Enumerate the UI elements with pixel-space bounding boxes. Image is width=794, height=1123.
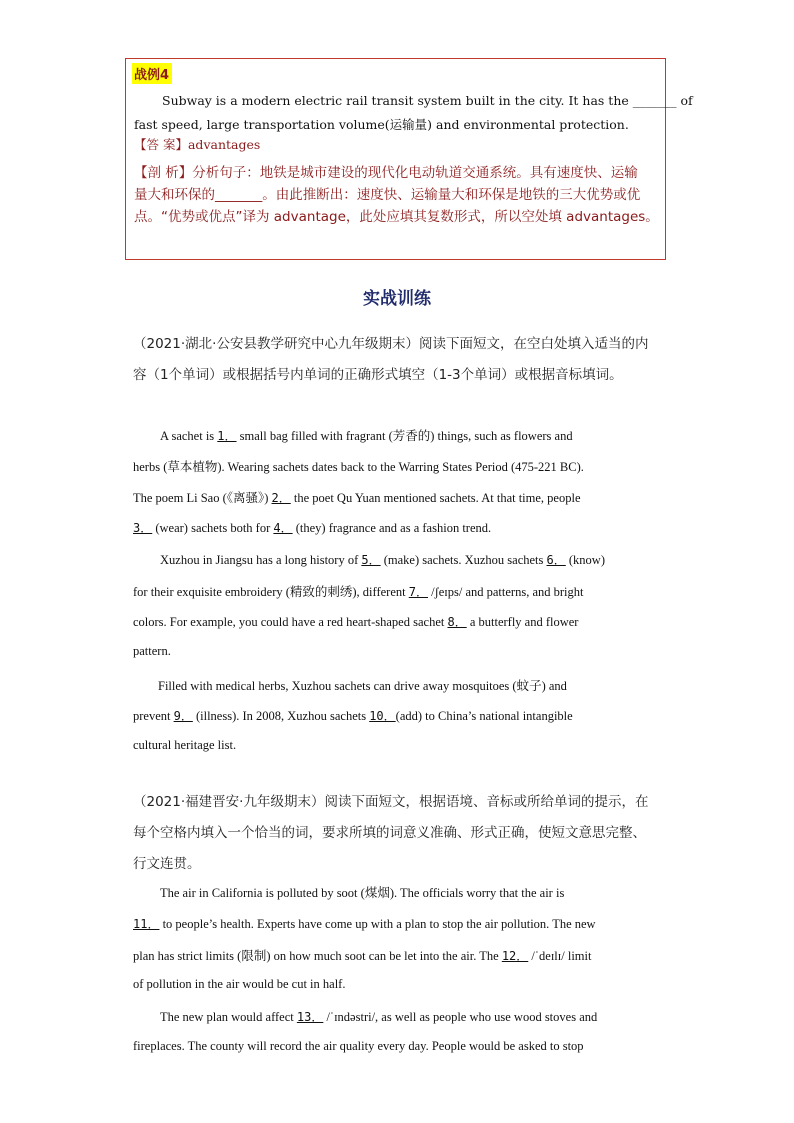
passage2-line: The air in California is polluted by soot (煤烟). The officials worry that the air is xyxy=(160,886,565,900)
blank-4[interactable]: 4． xyxy=(273,521,293,535)
analysis-text-1: 分析句子：地铁是城市建设的现代化电动轨道交通系统。具有速度快、运输 xyxy=(192,165,638,181)
exercise2-instruction-2: 每个空格内填入一个恰当的词，要求所填的词意义准确、形式正确，使短文意思完整、 xyxy=(133,825,646,841)
passage1-line: Filled with medical herbs, Xuzhou sachets can drive away mosquitoes (蚊子) and xyxy=(158,679,567,693)
answer-value: advantages xyxy=(187,137,261,152)
blank-9[interactable]: 9． xyxy=(173,709,193,723)
blank-10[interactable]: 10． xyxy=(369,709,396,723)
exercise1-instruction-2: 容（1个单词）或根据括号内单词的正确形式填空（1-3个单词）或根据音标填词。 xyxy=(133,367,623,383)
passage2-line: fireplaces. The county will record the air quality every day. People would be asked to stop xyxy=(133,1039,584,1053)
passage1-line: herbs (草本植物). Wearing sachets dates back to the Warring States Period (475-221 BC). xyxy=(133,460,584,474)
analysis-line-3: 点。“优势或优点”译为 advantage，此处应填其复数形式，所以空处填 advantages。 xyxy=(134,209,659,225)
passage1-line: for their exquisite embroidery (精致的刺绣), different 7． /ʃeɪps/ and patterns, and bright xyxy=(133,585,584,599)
section-title: 实战训练 xyxy=(363,289,431,309)
passage2-line: 11． to people’s health. Experts have come up with a plan to stop the air pollution. The new xyxy=(133,917,596,931)
blank-7[interactable]: 7． xyxy=(408,585,428,599)
passage1-line: prevent 9． (illness). In 2008, Xuzhou sachets 10．(add) to China’s national intangible xyxy=(133,709,573,723)
example-box xyxy=(125,58,693,260)
answer-line xyxy=(134,135,260,153)
blank-13[interactable]: 13． xyxy=(296,1010,324,1024)
passage2-line: The new plan would affect 13． /ˈɪndəstri/, as well as people who use wood stoves and xyxy=(160,1010,598,1024)
passage1-line: The poem Li Sao (《离骚》) 2． the poet Qu Yuan mentioned sachets. At that time, people xyxy=(133,491,581,505)
blank-3[interactable]: 3． xyxy=(133,521,153,535)
blank-12[interactable]: 12． xyxy=(501,949,529,963)
blank-6[interactable]: 6． xyxy=(546,553,566,567)
example-tag: 战例4 xyxy=(132,63,172,84)
passage1-line: pattern. xyxy=(133,644,171,658)
exercise1-instruction-1: （2021·湖北·公安县教学研究中心九年级期末）阅读下面短文，在空白处填入适当的内 xyxy=(133,336,649,352)
answer-label: 【答 案】 xyxy=(134,137,188,152)
blank-5[interactable]: 5． xyxy=(361,553,381,567)
blank-1[interactable]: 1． xyxy=(217,429,237,443)
example-line-2: fast speed, large transportation volume(运输量) and environmental protection. xyxy=(134,117,629,132)
passage1-line: A sachet is 1． small bag filled with fragrant (芳香的) things, such as flowers and xyxy=(160,429,573,443)
exercise2-instruction-3: 行文连贯。 xyxy=(133,856,201,872)
passage1-line: Xuzhou in Jiangsu has a long history of 5． (make) sachets. Xuzhou sachets 6． (know) xyxy=(160,553,605,567)
passage2-line: of pollution in the air would be cut in half. xyxy=(133,977,346,991)
passage1-line: 3． (wear) sachets both for 4． (they) fragrance and as a fashion trend. xyxy=(133,521,492,535)
analysis-line-2: 量大和环保的_______。由此推断出：速度快、运输量大和环保是地铁的三大优势或优 xyxy=(134,187,641,203)
analysis-label: 【剖 析】 xyxy=(134,165,193,181)
passage2-line: plan has strict limits (限制) on how much soot can be let into the air. The 12． /ˈdeɪlɪ/ limit xyxy=(133,949,592,963)
blank-11[interactable]: 11． xyxy=(133,917,160,931)
exercise2-instruction-1: （2021·福建晋安·九年级期末）阅读下面短文，根据语境、音标或所给单词的提示，在 xyxy=(133,794,649,810)
analysis-line-1 xyxy=(134,161,638,181)
example-line-1: Subway is a modern electric rail transit system built in the city. It has the _______ of xyxy=(162,93,693,108)
passage1-line: cultural heritage list. xyxy=(133,738,237,752)
blank-8[interactable]: 8． xyxy=(447,615,467,629)
passage1-line: colors. For example, you could have a red heart-shaped sachet 8． a butterfly and flower xyxy=(133,615,579,629)
blank-2[interactable]: 2． xyxy=(271,491,291,505)
